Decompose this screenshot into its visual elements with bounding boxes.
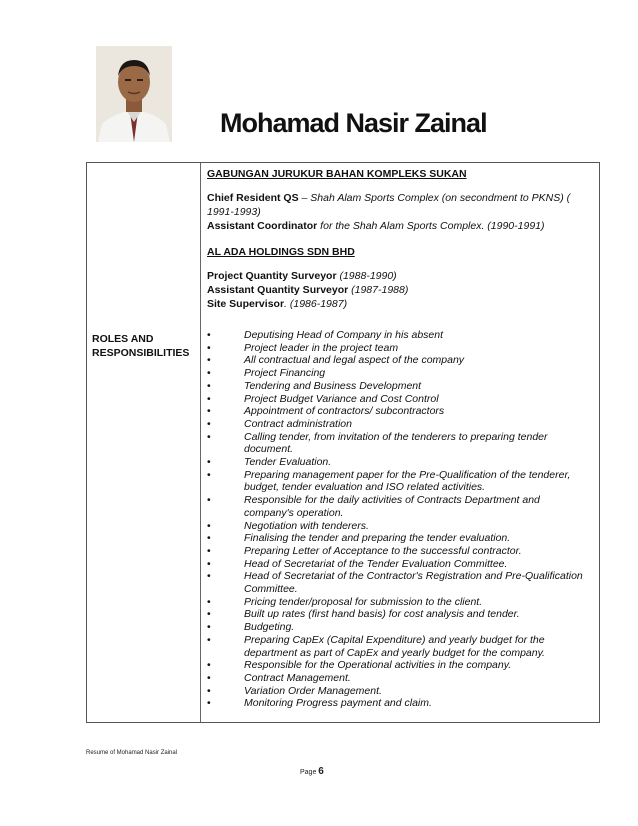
- company-roles: [207, 191, 592, 233]
- duty-text: Preparing Letter of Acceptance to the successful contractor.: [244, 544, 522, 557]
- role-title: Assistant Quantity Surveyor: [207, 284, 349, 296]
- duty-text: Preparing CapEx (Capital Expenditure) and yearly budget for the department as part of CapEx and yearly budget for the company.: [244, 633, 545, 659]
- duty-text: Head of Secretariat of the Tender Evaluation Committee.: [244, 557, 508, 570]
- role-title: Site Supervisor: [207, 298, 285, 310]
- duty-item: [207, 329, 592, 342]
- duty-text: Negotiation with tenderers.: [244, 519, 369, 532]
- duty-text: Calling tender, from invitation of the tenderers to preparing tender document.: [244, 430, 548, 456]
- duty-item: [207, 520, 592, 533]
- role-line: [207, 219, 592, 233]
- role-line: [207, 297, 592, 311]
- duty-item: [207, 532, 592, 545]
- duty-text: Project Budget Variance and Cost Control: [244, 392, 439, 405]
- role-line: [207, 191, 592, 219]
- duty-text: Pricing tender/proposal for submission to the client.: [244, 595, 483, 608]
- bullet-icon: •: [207, 595, 211, 608]
- duty-item: [207, 685, 592, 698]
- candidate-name: Mohamad Nasir Zainal: [220, 108, 487, 138]
- role-detail: – Shah Alam Sports Complex (on secondment to PKNS) ( 1991-1993): [207, 192, 571, 218]
- bullet-icon: •: [207, 557, 211, 570]
- duty-item: [207, 405, 592, 418]
- duty-text: Project Financing: [244, 367, 326, 380]
- bullet-icon: •: [207, 684, 211, 697]
- duty-text: All contractual and legal aspect of the company: [244, 354, 465, 367]
- bullet-icon: •: [207, 392, 211, 405]
- duty-text: Project leader in the project team: [244, 341, 399, 354]
- duty-item: [207, 570, 592, 595]
- duty-item: [207, 431, 592, 456]
- company-roles: [207, 269, 592, 311]
- duty-item: [207, 494, 592, 519]
- footer-page: [300, 766, 324, 777]
- duty-item: [207, 354, 592, 367]
- bullet-icon: •: [207, 608, 211, 621]
- role-title: Chief Resident QS: [207, 192, 299, 204]
- duty-text: Monitoring Progress payment and claim.: [244, 697, 432, 710]
- bullet-icon: •: [207, 341, 211, 354]
- person-portrait-icon: [96, 46, 172, 142]
- duty-text: Tendering and Business Development: [244, 379, 422, 392]
- bullet-icon: •: [207, 697, 211, 710]
- bullet-icon: •: [207, 379, 211, 392]
- company-name: GABUNGAN JURUKUR BAHAN KOMPLEKS SUKAN: [207, 168, 467, 180]
- bullet-icon: •: [207, 659, 211, 672]
- duty-item: [207, 634, 592, 659]
- duty-item: [207, 469, 592, 494]
- duty-text: Head of Secretariat of the Contractor's Registration and Pre-Qualification Committee.: [244, 570, 583, 596]
- bullet-icon: •: [207, 532, 211, 545]
- profile-photo: [96, 46, 172, 142]
- footer-resume-label: Resume of Mohamad Nasir Zainal: [86, 750, 178, 756]
- bullet-icon: •: [207, 494, 211, 507]
- duty-text: Appointment of contractors/ subcontractors: [244, 405, 445, 418]
- bullet-icon: •: [207, 468, 211, 481]
- duty-text: Contract Management.: [244, 671, 351, 684]
- bullet-icon: •: [207, 570, 211, 583]
- bullet-icon: •: [207, 329, 211, 341]
- duty-text: Tender Evaluation.: [244, 456, 332, 469]
- duty-text: Built up rates (first hand basis) for cost analysis and tender.: [244, 608, 520, 621]
- duty-text: Contract administration: [244, 417, 352, 430]
- bullet-icon: •: [207, 367, 211, 380]
- role-line: [207, 269, 592, 283]
- duty-item: [207, 672, 592, 685]
- duty-item: [207, 456, 592, 469]
- bullet-icon: •: [207, 621, 211, 634]
- duty-item: [207, 596, 592, 609]
- duty-item: [207, 608, 592, 621]
- duty-item: [207, 697, 592, 710]
- bullet-icon: •: [207, 430, 211, 443]
- duty-text: Deputising Head of Company in his absent: [244, 329, 444, 341]
- section-label: ROLES AND RESPONSIBILITIES: [92, 333, 190, 359]
- bullet-icon: •: [207, 519, 211, 532]
- duty-text: Finalising the tender and preparing the tender evaluation.: [244, 532, 511, 545]
- duty-text: Preparing management paper for the Pre-Qualification of the tenderer, budget, tender evaluation and ISO related activities.: [244, 468, 571, 494]
- duty-text: Budgeting.: [244, 621, 295, 634]
- bullet-icon: •: [207, 544, 211, 557]
- page-number: 6: [318, 766, 324, 777]
- duty-item: [207, 659, 592, 672]
- bullet-icon: •: [207, 671, 211, 684]
- role-detail: for the Shah Alam Sports Complex. (1990-1991): [317, 220, 545, 232]
- company-name: AL ADA HOLDINGS SDN BHD: [207, 246, 355, 258]
- duties-list: [207, 329, 592, 710]
- role-line: [207, 283, 592, 297]
- duty-item: [207, 367, 592, 380]
- bullet-icon: •: [207, 417, 211, 430]
- section-content: [207, 163, 592, 721]
- bullet-icon: •: [207, 633, 211, 646]
- duty-item: [207, 380, 592, 393]
- bullet-icon: •: [207, 354, 211, 367]
- role-detail: (1987-1988): [348, 284, 409, 296]
- duty-item: [207, 621, 592, 634]
- role-detail: . (1986-1987): [284, 298, 348, 310]
- role-title: Assistant Coordinator: [207, 220, 318, 232]
- page-label: Page: [300, 769, 319, 776]
- duty-text: Responsible for the daily activities of Contracts Department and company's operation.: [244, 494, 540, 519]
- duty-item: [207, 418, 592, 431]
- roles-table: [86, 162, 600, 723]
- duty-item: [207, 342, 592, 355]
- role-detail: (1988-1990): [336, 270, 397, 282]
- duty-item: [207, 393, 592, 406]
- duty-item: [207, 545, 592, 558]
- table-divider: [200, 163, 201, 722]
- bullet-icon: •: [207, 456, 211, 469]
- duty-text: Variation Order Management.: [244, 684, 382, 697]
- bullet-icon: •: [207, 405, 211, 418]
- duty-item: [207, 558, 592, 571]
- duty-text: Responsible for the Operational activities in the company.: [244, 659, 512, 672]
- role-title: Project Quantity Surveyor: [207, 270, 337, 282]
